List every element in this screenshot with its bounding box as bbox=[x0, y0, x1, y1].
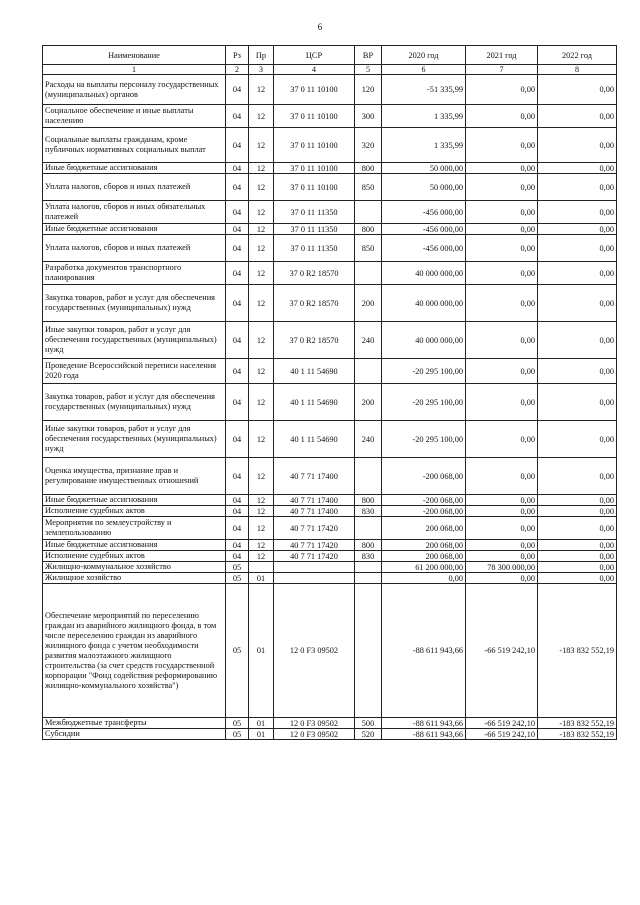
page-number: 6 bbox=[317, 22, 323, 32]
cell-y2021: -66 519 242,10 bbox=[466, 729, 538, 740]
cell-csr: 37 0 11 10100 bbox=[274, 105, 355, 128]
cell-y2021: 0,00 bbox=[466, 235, 538, 262]
column-header: 2020 год bbox=[382, 46, 466, 65]
column-header: 2021 год bbox=[466, 46, 538, 65]
table-row bbox=[43, 174, 617, 201]
cell-pr: 12 bbox=[249, 495, 274, 506]
cell-csr: 12 0 F3 09502 bbox=[274, 729, 355, 740]
cell-name: Обеспечение мероприятий по переселению граждан из аварийного жилищного фонда, в том числе переселению граждан из аварийного жилищного фонда с учетом необходимости развития малоэтажного жилищного строительства (за счет средств государственной корпорации "Фонд содействия реформированию жилищно-коммунального хозяйства") bbox=[43, 584, 226, 718]
table-row bbox=[43, 359, 617, 384]
cell-name: Исполнение судебных актов bbox=[43, 551, 226, 562]
table-row bbox=[43, 573, 617, 584]
cell-vr: 200 bbox=[355, 384, 382, 421]
cell-name: Разработка документов транспортного планирования bbox=[43, 262, 226, 285]
table-row bbox=[43, 584, 617, 718]
cell-pr: 01 bbox=[249, 584, 274, 718]
cell-pr: 12 bbox=[249, 421, 274, 458]
cell-csr: 40 7 71 17400 bbox=[274, 458, 355, 495]
cell-vr: 850 bbox=[355, 174, 382, 201]
cell-pr: 01 bbox=[249, 573, 274, 584]
cell-pr: 12 bbox=[249, 517, 274, 540]
cell-rz: 04 bbox=[226, 163, 249, 174]
cell-rz: 04 bbox=[226, 359, 249, 384]
cell-name: Уплата налогов, сборов и иных платежей bbox=[43, 174, 226, 201]
cell-y2020: 1 335,99 bbox=[382, 128, 466, 163]
cell-vr: 240 bbox=[355, 322, 382, 359]
cell-vr bbox=[355, 359, 382, 384]
cell-y2022: 0,00 bbox=[538, 201, 617, 224]
cell-rz: 05 bbox=[226, 729, 249, 740]
cell-rz: 04 bbox=[226, 174, 249, 201]
cell-name: Уплата налогов, сборов и иных платежей bbox=[43, 235, 226, 262]
cell-rz: 04 bbox=[226, 285, 249, 322]
cell-pr: 12 bbox=[249, 105, 274, 128]
cell-y2021: 0,00 bbox=[466, 551, 538, 562]
cell-pr: 12 bbox=[249, 174, 274, 201]
cell-rz: 04 bbox=[226, 75, 249, 105]
cell-vr: 800 bbox=[355, 163, 382, 174]
cell-rz: 04 bbox=[226, 201, 249, 224]
table-row bbox=[43, 235, 617, 262]
cell-rz: 04 bbox=[226, 235, 249, 262]
cell-vr: 200 bbox=[355, 285, 382, 322]
cell-y2022: 0,00 bbox=[538, 75, 617, 105]
cell-rz: 05 bbox=[226, 718, 249, 729]
cell-y2022: 0,00 bbox=[538, 517, 617, 540]
table-row bbox=[43, 201, 617, 224]
cell-pr: 12 bbox=[249, 540, 274, 551]
cell-y2021: 78 300 000,00 bbox=[466, 562, 538, 573]
cell-y2020: -20 295 100,00 bbox=[382, 384, 466, 421]
cell-y2020: 40 000 000,00 bbox=[382, 262, 466, 285]
table-row bbox=[43, 75, 617, 105]
cell-pr: 12 bbox=[249, 201, 274, 224]
cell-y2020: -20 295 100,00 bbox=[382, 359, 466, 384]
cell-csr: 37 0 11 10100 bbox=[274, 163, 355, 174]
cell-csr: 40 7 71 17400 bbox=[274, 506, 355, 517]
cell-y2022: 0,00 bbox=[538, 540, 617, 551]
cell-name: Проведение Всероссийской переписи населения 2020 года bbox=[43, 359, 226, 384]
cell-name: Межбюджетные трансферты bbox=[43, 718, 226, 729]
cell-rz: 05 bbox=[226, 573, 249, 584]
cell-y2021: 0,00 bbox=[466, 495, 538, 506]
cell-y2020: -200 068,00 bbox=[382, 495, 466, 506]
cell-pr: 12 bbox=[249, 262, 274, 285]
table-body bbox=[43, 75, 617, 740]
cell-vr: 300 bbox=[355, 105, 382, 128]
cell-rz: 04 bbox=[226, 517, 249, 540]
cell-csr: 40 1 11 54690 bbox=[274, 359, 355, 384]
cell-vr: 120 bbox=[355, 75, 382, 105]
cell-rz: 05 bbox=[226, 584, 249, 718]
cell-y2021: 0,00 bbox=[466, 75, 538, 105]
table-row bbox=[43, 262, 617, 285]
cell-y2022: 0,00 bbox=[538, 174, 617, 201]
cell-y2021: 0,00 bbox=[466, 540, 538, 551]
cell-csr: 37 0 11 10100 bbox=[274, 174, 355, 201]
table-row bbox=[43, 495, 617, 506]
table-row bbox=[43, 506, 617, 517]
cell-pr: 12 bbox=[249, 322, 274, 359]
column-number: 4 bbox=[274, 65, 355, 75]
cell-y2020: 40 000 000,00 bbox=[382, 285, 466, 322]
cell-y2020: -88 611 943,66 bbox=[382, 729, 466, 740]
cell-vr bbox=[355, 584, 382, 718]
cell-name: Закупка товаров, работ и услуг для обеспечения государственных (муниципальных) нужд bbox=[43, 384, 226, 421]
cell-y2021: -66 519 242,10 bbox=[466, 584, 538, 718]
cell-y2022: 0,00 bbox=[538, 285, 617, 322]
cell-csr bbox=[274, 562, 355, 573]
cell-pr bbox=[249, 562, 274, 573]
cell-y2020: 40 000 000,00 bbox=[382, 322, 466, 359]
cell-name: Мероприятия по землеустройству и землепользованию bbox=[43, 517, 226, 540]
cell-pr: 01 bbox=[249, 718, 274, 729]
cell-csr: 37 0 11 10100 bbox=[274, 75, 355, 105]
cell-csr: 12 0 F3 09502 bbox=[274, 584, 355, 718]
column-header: ЦСР bbox=[274, 46, 355, 65]
cell-csr: 40 7 71 17420 bbox=[274, 540, 355, 551]
cell-y2022: -183 832 552,19 bbox=[538, 729, 617, 740]
cell-pr: 12 bbox=[249, 551, 274, 562]
table-row bbox=[43, 105, 617, 128]
table-row bbox=[43, 458, 617, 495]
cell-y2020: -88 611 943,66 bbox=[382, 584, 466, 718]
cell-y2021: 0,00 bbox=[466, 421, 538, 458]
cell-name: Иные закупки товаров, работ и услуг для обеспечения государственных (муниципальных) нужд bbox=[43, 322, 226, 359]
cell-name: Жилищное хозяйство bbox=[43, 573, 226, 584]
cell-vr: 520 bbox=[355, 729, 382, 740]
table-row bbox=[43, 540, 617, 551]
cell-y2021: 0,00 bbox=[466, 105, 538, 128]
cell-name: Жилищно-коммунальное хозяйство bbox=[43, 562, 226, 573]
cell-y2020: 50 000,00 bbox=[382, 163, 466, 174]
cell-vr: 800 bbox=[355, 540, 382, 551]
cell-y2022: 0,00 bbox=[538, 262, 617, 285]
cell-y2022: 0,00 bbox=[538, 235, 617, 262]
cell-pr: 01 bbox=[249, 729, 274, 740]
table-row bbox=[43, 517, 617, 540]
cell-y2020: -51 335,99 bbox=[382, 75, 466, 105]
column-header: Пр bbox=[249, 46, 274, 65]
cell-vr: 240 bbox=[355, 421, 382, 458]
cell-vr: 830 bbox=[355, 551, 382, 562]
cell-name: Иные бюджетные ассигнования bbox=[43, 495, 226, 506]
cell-y2022: 0,00 bbox=[538, 506, 617, 517]
cell-rz: 04 bbox=[226, 506, 249, 517]
cell-vr bbox=[355, 262, 382, 285]
cell-y2022: 0,00 bbox=[538, 551, 617, 562]
cell-vr: 320 bbox=[355, 128, 382, 163]
table-row bbox=[43, 128, 617, 163]
cell-y2020: 1 335,99 bbox=[382, 105, 466, 128]
column-number-row bbox=[43, 65, 617, 75]
cell-y2021: 0,00 bbox=[466, 517, 538, 540]
cell-y2022: 0,00 bbox=[538, 163, 617, 174]
cell-y2020: -20 295 100,00 bbox=[382, 421, 466, 458]
cell-name: Иные закупки товаров, работ и услуг для обеспечения государственных (муниципальных) нужд bbox=[43, 421, 226, 458]
column-number: 8 bbox=[538, 65, 617, 75]
cell-y2021: 0,00 bbox=[466, 201, 538, 224]
column-number: 1 bbox=[43, 65, 226, 75]
cell-pr: 12 bbox=[249, 359, 274, 384]
cell-name: Социальное обеспечение и иные выплаты населению bbox=[43, 105, 226, 128]
cell-rz: 04 bbox=[226, 495, 249, 506]
cell-csr: 40 7 71 17420 bbox=[274, 517, 355, 540]
cell-name: Иные бюджетные ассигнования bbox=[43, 540, 226, 551]
cell-y2022: 0,00 bbox=[538, 384, 617, 421]
cell-y2022: 0,00 bbox=[538, 458, 617, 495]
cell-name: Социальные выплаты гражданам, кроме публичных нормативных социальных выплат bbox=[43, 128, 226, 163]
cell-name: Иные бюджетные ассигнования bbox=[43, 163, 226, 174]
column-number: 3 bbox=[249, 65, 274, 75]
cell-y2022: -183 832 552,19 bbox=[538, 584, 617, 718]
table-row bbox=[43, 224, 617, 235]
cell-rz: 04 bbox=[226, 384, 249, 421]
column-number: 2 bbox=[226, 65, 249, 75]
cell-name: Расходы на выплаты персоналу государственных (муниципальных) органов bbox=[43, 75, 226, 105]
cell-name: Закупка товаров, работ и услуг для обеспечения государственных (муниципальных) нужд bbox=[43, 285, 226, 322]
cell-csr: 37 0 11 11350 bbox=[274, 201, 355, 224]
cell-y2021: 0,00 bbox=[466, 128, 538, 163]
cell-vr: 800 bbox=[355, 224, 382, 235]
cell-rz: 05 bbox=[226, 562, 249, 573]
cell-y2021: 0,00 bbox=[466, 163, 538, 174]
cell-y2022: 0,00 bbox=[538, 322, 617, 359]
column-number: 6 bbox=[382, 65, 466, 75]
cell-csr: 37 0 R2 18570 bbox=[274, 262, 355, 285]
budget-table bbox=[42, 45, 617, 740]
cell-y2020: -456 000,00 bbox=[382, 201, 466, 224]
cell-vr bbox=[355, 517, 382, 540]
cell-pr: 12 bbox=[249, 458, 274, 495]
header-row bbox=[43, 46, 617, 65]
table-row bbox=[43, 551, 617, 562]
cell-y2020: 0,00 bbox=[382, 573, 466, 584]
cell-y2021: 0,00 bbox=[466, 224, 538, 235]
cell-pr: 12 bbox=[249, 285, 274, 322]
cell-rz: 04 bbox=[226, 128, 249, 163]
table-row bbox=[43, 421, 617, 458]
cell-y2022: 0,00 bbox=[538, 421, 617, 458]
cell-rz: 04 bbox=[226, 224, 249, 235]
cell-csr: 40 1 11 54690 bbox=[274, 421, 355, 458]
cell-y2021: 0,00 bbox=[466, 573, 538, 584]
column-header: ВР bbox=[355, 46, 382, 65]
cell-y2021: 0,00 bbox=[466, 359, 538, 384]
cell-y2020: 200 068,00 bbox=[382, 551, 466, 562]
cell-vr bbox=[355, 573, 382, 584]
column-header: Наименование bbox=[43, 46, 226, 65]
cell-y2020: 50 000,00 bbox=[382, 174, 466, 201]
cell-csr: 40 1 11 54690 bbox=[274, 384, 355, 421]
cell-csr: 40 7 71 17400 bbox=[274, 495, 355, 506]
cell-rz: 04 bbox=[226, 105, 249, 128]
cell-pr: 12 bbox=[249, 163, 274, 174]
cell-y2022: 0,00 bbox=[538, 573, 617, 584]
cell-csr: 12 0 F3 09502 bbox=[274, 718, 355, 729]
cell-vr bbox=[355, 562, 382, 573]
column-number: 7 bbox=[466, 65, 538, 75]
cell-csr: 37 0 R2 18570 bbox=[274, 285, 355, 322]
cell-y2022: 0,00 bbox=[538, 105, 617, 128]
cell-pr: 12 bbox=[249, 224, 274, 235]
cell-name: Исполнение судебных актов bbox=[43, 506, 226, 517]
cell-y2020: -456 000,00 bbox=[382, 235, 466, 262]
cell-y2020: -456 000,00 bbox=[382, 224, 466, 235]
cell-rz: 04 bbox=[226, 322, 249, 359]
cell-y2021: 0,00 bbox=[466, 506, 538, 517]
cell-pr: 12 bbox=[249, 506, 274, 517]
cell-rz: 04 bbox=[226, 458, 249, 495]
table-row bbox=[43, 384, 617, 421]
cell-pr: 12 bbox=[249, 384, 274, 421]
cell-csr: 37 0 11 11350 bbox=[274, 235, 355, 262]
cell-y2022: 0,00 bbox=[538, 495, 617, 506]
cell-y2020: -200 068,00 bbox=[382, 506, 466, 517]
cell-pr: 12 bbox=[249, 235, 274, 262]
table-row bbox=[43, 163, 617, 174]
cell-y2021: 0,00 bbox=[466, 322, 538, 359]
cell-csr bbox=[274, 573, 355, 584]
table-row bbox=[43, 322, 617, 359]
cell-vr: 500 bbox=[355, 718, 382, 729]
cell-y2021: 0,00 bbox=[466, 285, 538, 322]
cell-csr: 37 0 R2 18570 bbox=[274, 322, 355, 359]
cell-csr: 37 0 11 11350 bbox=[274, 224, 355, 235]
cell-vr: 800 bbox=[355, 495, 382, 506]
cell-vr: 850 bbox=[355, 235, 382, 262]
cell-y2021: 0,00 bbox=[466, 174, 538, 201]
cell-y2020: 61 200 000,00 bbox=[382, 562, 466, 573]
cell-y2022: 0,00 bbox=[538, 224, 617, 235]
cell-rz: 04 bbox=[226, 551, 249, 562]
cell-vr bbox=[355, 458, 382, 495]
cell-y2022: 0,00 bbox=[538, 562, 617, 573]
table-row bbox=[43, 285, 617, 322]
cell-name: Иные бюджетные ассигнования bbox=[43, 224, 226, 235]
table-row bbox=[43, 562, 617, 573]
table-row bbox=[43, 718, 617, 729]
cell-pr: 12 bbox=[249, 75, 274, 105]
cell-y2022: 0,00 bbox=[538, 359, 617, 384]
cell-name: Субсидии bbox=[43, 729, 226, 740]
table-row bbox=[43, 729, 617, 740]
column-number: 5 bbox=[355, 65, 382, 75]
cell-csr: 40 7 71 17420 bbox=[274, 551, 355, 562]
cell-y2020: 200 068,00 bbox=[382, 540, 466, 551]
column-header: Рз bbox=[226, 46, 249, 65]
cell-y2022: 0,00 bbox=[538, 128, 617, 163]
cell-vr: 830 bbox=[355, 506, 382, 517]
cell-y2022: -183 832 552,19 bbox=[538, 718, 617, 729]
cell-y2020: -200 068,00 bbox=[382, 458, 466, 495]
cell-y2021: 0,00 bbox=[466, 458, 538, 495]
cell-y2020: 200 068,00 bbox=[382, 517, 466, 540]
cell-y2020: -88 611 943,66 bbox=[382, 718, 466, 729]
cell-name: Уплата налогов, сборов и иных обязательных платежей bbox=[43, 201, 226, 224]
column-header: 2022 год bbox=[538, 46, 617, 65]
cell-pr: 12 bbox=[249, 128, 274, 163]
cell-name: Оценка имущества, признание прав и регулирование имущественных отношений bbox=[43, 458, 226, 495]
cell-vr bbox=[355, 201, 382, 224]
cell-rz: 04 bbox=[226, 421, 249, 458]
cell-y2021: 0,00 bbox=[466, 384, 538, 421]
cell-rz: 04 bbox=[226, 540, 249, 551]
cell-csr: 37 0 11 10100 bbox=[274, 128, 355, 163]
cell-rz: 04 bbox=[226, 262, 249, 285]
cell-y2021: 0,00 bbox=[466, 262, 538, 285]
cell-y2021: -66 519 242,10 bbox=[466, 718, 538, 729]
